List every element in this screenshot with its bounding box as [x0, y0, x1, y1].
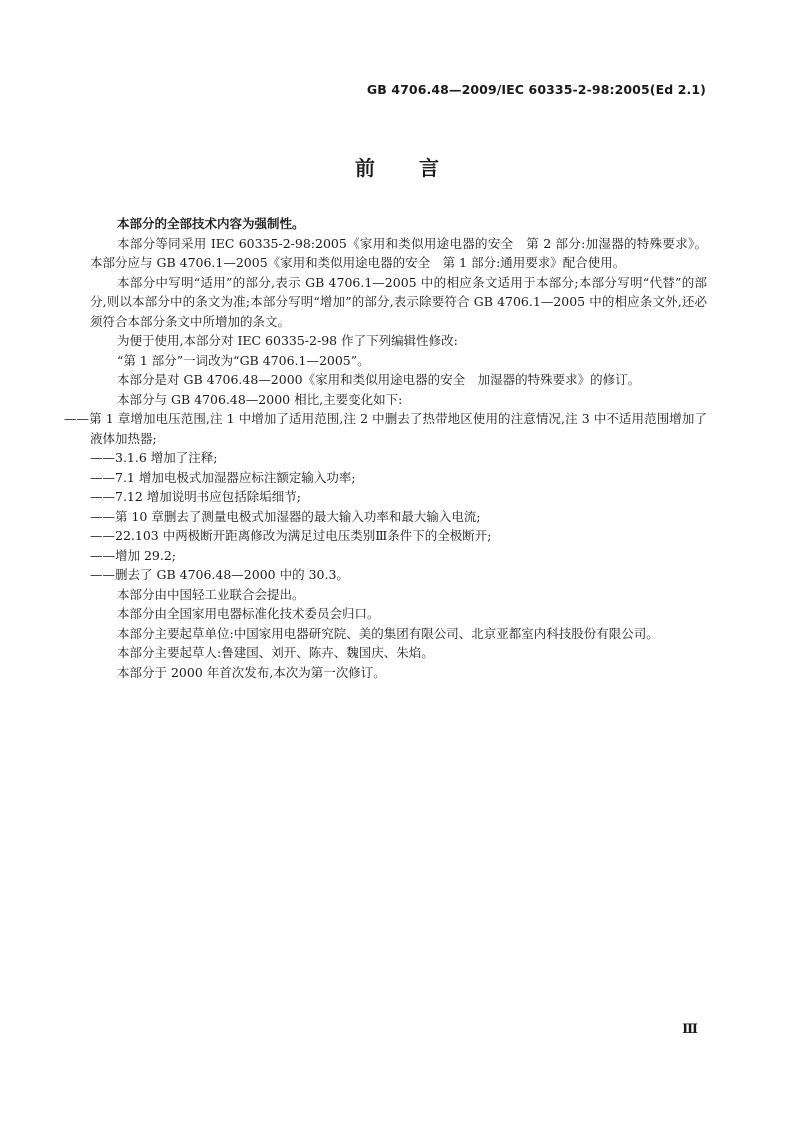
committee-statement: 本部分由全国家用电器标准化技术委员会归口。: [117, 606, 380, 621]
change-item: ——第 1 章增加电压范围,注 1 中增加了适用范围,注 2 中删去了热带地区使用的注意情况,注 3 中不适用范围增加了液体加热器;: [64, 411, 707, 446]
page-number: Ⅲ: [682, 1022, 697, 1037]
adoption-paragraph: 本部分等同采用 IEC 60335-2-98:2005《家用和类似用途电器的安全 第 2 部分:加湿器的特殊要求》。本部分应与 GB 4706.1—2005《家用和类似用途电器的安全 第 1 部分:通用要求》配合使用。: [90, 235, 707, 270]
change-item: ——3.1.6 增加了注释;: [90, 450, 218, 465]
foreword-body: [64, 214, 707, 682]
editorial-change-item: “第 1 部分”一词改为“GB 4706.1—2005”。: [117, 352, 370, 368]
change-item: ——删去了 GB 4706.48—2000 中的 30.3。: [90, 567, 349, 582]
change-item: ——7.12 增加说明书应包括除垢细节;: [90, 489, 302, 504]
drafting-units-statement: 本部分主要起草单位:中国家用电器研究院、美的集团有限公司、北京亚都室内科技股份有限公司。: [117, 625, 659, 641]
change-item: ——第 10 章删去了测量电极式加湿器的最大输入功率和最大输入电流;: [90, 508, 481, 524]
change-item: ——增加 29.2;: [90, 547, 177, 563]
publication-history-statement: 本部分于 2000 年首次发布,本次为第一次修订。: [117, 664, 386, 680]
change-item: ——7.1 增加电极式加湿器应标注额定输入功率;: [90, 469, 356, 485]
proposer-statement: 本部分由中国轻工业联合会提出。: [117, 586, 305, 602]
document-code-header: GB 4706.48—2009/IEC 60335-2-98:2005(Ed 2.1): [366, 82, 706, 97]
revision-statement: 本部分是对 GB 4706.48—2000《家用和类似用途电器的安全 加湿器的特殊要求》的修订。: [117, 372, 641, 387]
mandatory-statement: 本部分的全部技术内容为强制性。: [117, 216, 305, 231]
main-changes-intro: 本部分与 GB 4706.48—2000 相比,主要变化如下:: [117, 391, 403, 407]
wording-convention-paragraph: 本部分中写明“适用”的部分,表示 GB 4706.1—2005 中的相应条文适用于本部分;本部分写明“代替”的部分,则以本部分中的条文为准;本部分写明“增加”的部分,表示除要符合 GB 4706.1—2005 中的相应条文外,还必须符合本部分条文中所增加的条文。: [90, 274, 707, 329]
change-item: ——22.103 中两极断开距离修改为满足过电压类别Ⅲ条件下的全极断开;: [90, 528, 492, 543]
page-title: 前言: [355, 156, 483, 180]
drafters-statement: 本部分主要起草人:鲁建国、刘开、陈卉、魏国庆、朱焰。: [117, 645, 434, 660]
editorial-changes-intro: 为便于使用,本部分对 IEC 60335-2-98 作了下列编辑性修改:: [117, 333, 458, 348]
